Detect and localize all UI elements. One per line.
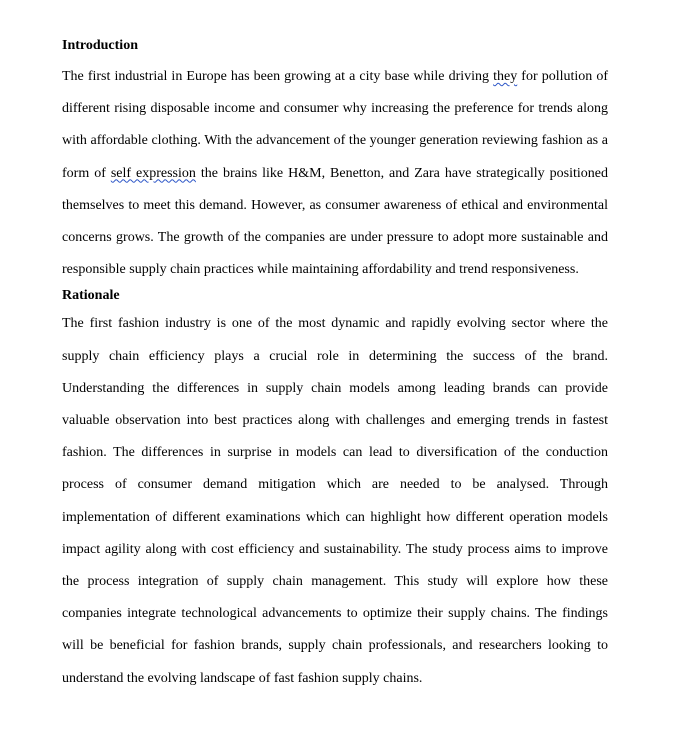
document-page bbox=[62, 36, 608, 695]
introduction-text-part-3: the brains like H&M, Benetton, and Zara have strategically positioned themselves to meet this demand. However, as consumer awareness of ethical and environmental concerns grows. The growth of the companies are under pressure to adopt more sustainable and responsible supply chain practices while maintaining affordability and trend responsiveness. bbox=[62, 165, 608, 278]
spellcheck-flag-they[interactable]: they bbox=[493, 69, 518, 84]
rationale-paragraph: The first fashion industry is one of the most dynamic and rapidly evolving sector where the supply chain efficiency plays a crucial role in determining the success of the brand. Understanding the differences in supply chain models among leading brands can provide valuable observation into best practices along with challenges and emerging trends in fastest fashion. The differences in surprise in models can lead to diversification of the conduction process of consumer demand mitigation which are needed to be analysed. Through implementation of different examinations which can highlight how different operation models impact agility along with cost efficiency and sustainability. The study process aims to improve the process integration of supply chain management. This study will explore how these companies integrate technological advancements to optimize their supply chains. The findings will be beneficial for fashion brands, supply chain professionals, and researchers looking to understand the evolving landscape of fast fashion supply chains. bbox=[62, 316, 608, 686]
introduction-paragraph bbox=[62, 61, 608, 286]
introduction-text-part-2: for pollution of different rising disposable income and consumer why increasing the preference for trends along with affordable clothing. With the advancement of the younger generation reviewing fashion as a form of bbox=[62, 69, 608, 181]
rationale-heading: Rationale bbox=[62, 288, 120, 304]
introduction-text-part-1: The first industrial in Europe has been growing at a city base while driving bbox=[62, 69, 494, 84]
spellcheck-flag-self-expression[interactable]: self expression bbox=[110, 165, 196, 181]
introduction-heading: Introduction bbox=[62, 38, 138, 53]
